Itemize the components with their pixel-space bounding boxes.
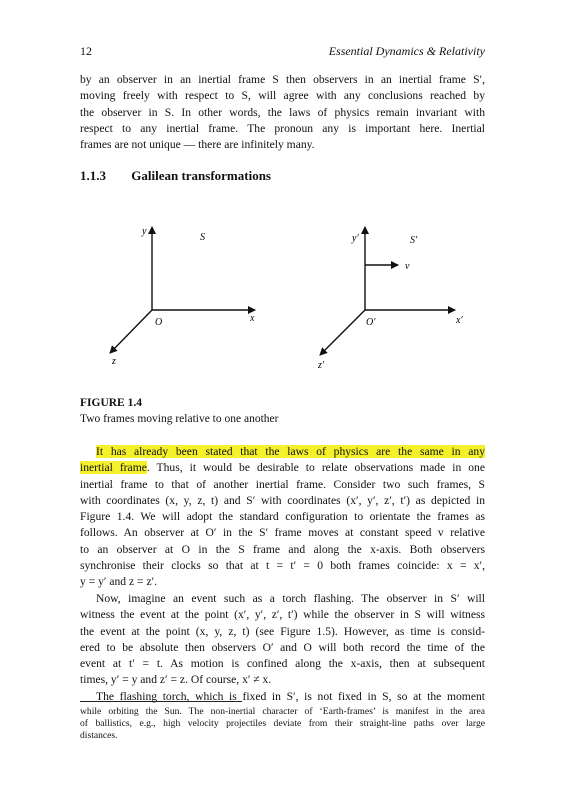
page-header [80,44,485,60]
body-paragraph-3 [80,689,485,705]
highlighted-text: It has already been stated that the laws of physics are the same in any [96,445,485,458]
text-line: times, y′ = y and z′ = z. Of course, x′ ≠ x. [80,673,272,687]
highlighted-text: inertial frame [80,461,147,475]
frame-s [110,226,255,367]
footnote-line: of ballistics, e.g., high velocity projectiles deviate from their straight-line paths over large [80,718,485,729]
text-line: with coordinates (x, y, z, t) and S′ with coordinates (x′, y′, z′, t′) as depicted in [80,493,485,507]
s-z-label: z [112,356,116,367]
s-x-label: x [250,313,255,324]
figure-caption-title: FIGURE 1.4 [80,397,142,409]
s-frame-label: S [200,232,205,243]
footnote-line: while orbiting the Sun. The non-inertial character of ‘Earth-frames’ is manifest in the area [80,706,485,717]
velocity-label: v [405,261,410,272]
sp-origin-label: O′ [366,317,376,328]
text-line: frames are not unique — there are infinitely many. [80,138,315,152]
text-line: y = y′ and z = z′. [80,575,158,589]
text-line: to an observer at O in the S frame and along the x-axis. Both observers [80,542,485,556]
footnote-rule [80,701,242,702]
section-title: Galilean transformations [131,168,271,183]
text-line: moving freely with respect to S, will agree with any conclusions reached by [80,89,485,103]
sp-frame-label: S′ [410,235,418,246]
intro-paragraph [80,72,485,153]
section-number: 1.1.3 [80,168,106,183]
s-y-label: y [142,226,147,237]
footnote [80,706,485,742]
frames-diagram [80,215,485,385]
page-number: 12 [80,44,92,58]
text-line: the event at the point (x, y, z, t) (see Figure 1.5). However, as time is consid- [80,624,485,638]
text-line: ered to be absolute then observers O′ and O will both record the time of the [80,640,485,654]
body-paragraph-1 [80,444,485,591]
text-line [80,460,485,476]
text-line: follows. An observer at O′ in the S′ frame moves at constant speed v relative [80,526,485,540]
text-line: The flashing torch, which is fixed in S′, is not fixed in S, so at the moment [96,690,485,703]
text-line: by an observer in an inertial frame S then observers in an inertial frame S′, [80,73,485,86]
text-line: inertial frame to that of another inertial frame. Consider two such frames, S [80,477,485,491]
figure-caption-text: Two frames moving relative to one another [80,413,279,425]
text-line [80,444,485,460]
text-line: witness the event at the point (x′, y′, z′, t′) while the observer in S will witness [80,608,485,622]
text-line: synchronise their clocks so that at t = t′ = 0 both frames coincide: x = x′, [80,559,485,573]
sp-z-label: z′ [318,360,325,371]
text-fragment: . Thus, it would be desirable to relate observations made in one [146,461,485,475]
s-origin-label: O [155,317,163,328]
text-line: respect to any inertial frame. The pronoun any is important here. Inertial [80,121,485,135]
sp-z-axis [320,310,365,355]
s-z-axis [110,310,152,353]
running-title: Essential Dynamics & Relativity [328,44,485,58]
figure-frames [80,215,485,385]
text-line: Now, imagine an event such as a torch flashing. The observer in S′ will [96,592,485,605]
text-line: the observer in S. In other words, the laws of physics remain invariant with [80,105,485,119]
body-paragraph-2 [80,591,485,689]
footnote-line: distances. [80,730,118,741]
text-line: event at t′ = t. As motion is confined along the x-axis, then at subsequent [80,657,485,671]
frame-s-prime [317,227,463,371]
text-line: Figure 1.4. We will adopt the standard configuration to orientate the frames as [80,510,485,524]
sp-x-label: x′ [456,315,463,326]
section-heading [80,168,271,184]
sp-y-label: y′ [352,233,359,244]
